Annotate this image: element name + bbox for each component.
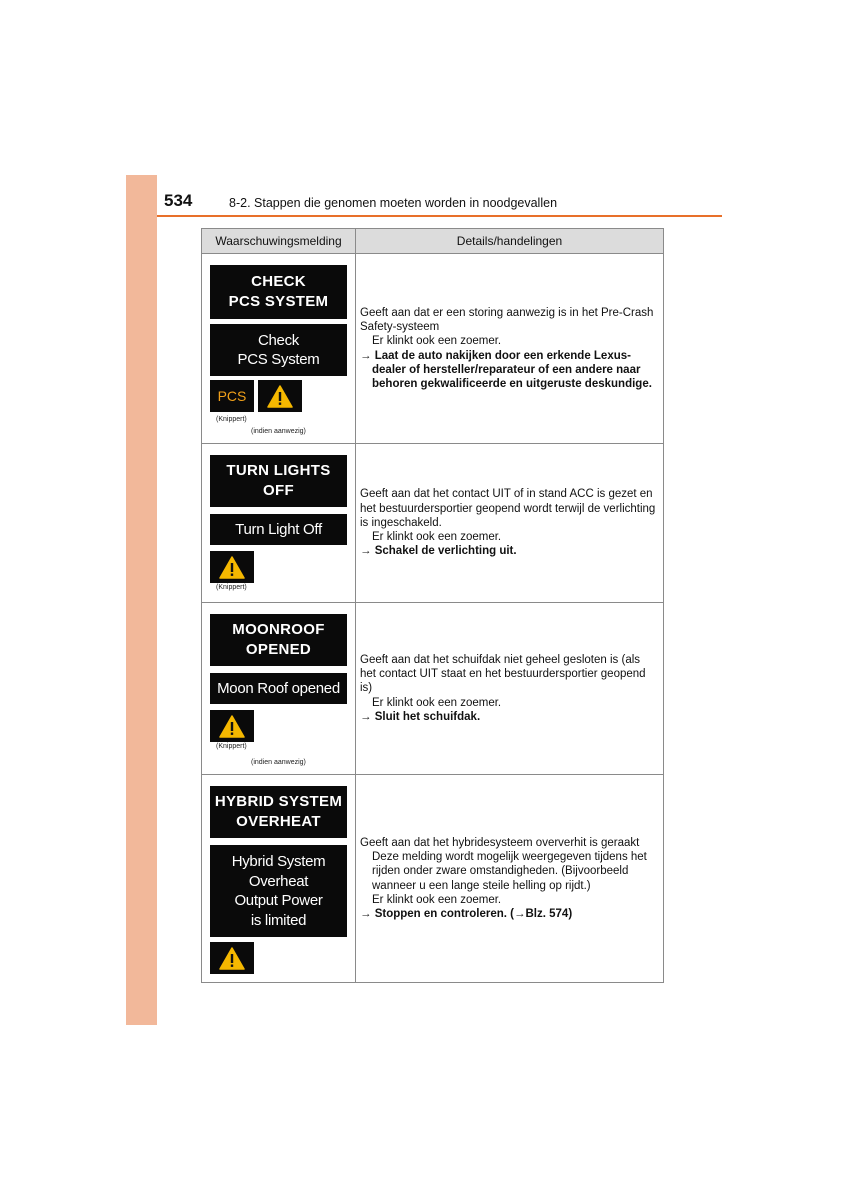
arrow-icon: →	[360, 908, 375, 921]
display-small-check-pcs: Check PCS System	[210, 324, 347, 376]
display-small-moon-roof-opened: Moon Roof opened	[210, 673, 347, 704]
display-large-hybrid-overheat: HYBRID SYSTEM OVERHEAT	[210, 786, 347, 838]
details-cell	[356, 603, 664, 775]
caption-blinks: (Knippert)	[216, 584, 247, 591]
message-cell	[202, 444, 356, 603]
action-text: → Laat de auto nakijken door een erkende Lexus-dealer of hersteller/reparateur of een andere naar behoren gekwalificeerde en uitgeruste deskundige.	[360, 349, 652, 391]
details-cell	[356, 775, 664, 983]
buzzer-note: Er klinkt ook een zoemer.	[372, 335, 502, 348]
warning-triangle-icon	[210, 942, 254, 974]
action-text: → Schakel de verlichting uit.	[360, 545, 517, 558]
warning-table	[201, 228, 664, 983]
display-large-turn-lights-off: TURN LIGHTS OFF	[210, 455, 347, 507]
detail-text: Geeft aan dat het hybridesysteem oververhit is geraakt	[360, 836, 640, 849]
display-large-check-pcs: CHECK PCS SYSTEM	[210, 265, 347, 319]
message-cell	[202, 254, 356, 444]
warning-triangle-icon	[258, 380, 302, 412]
display-large-moonroof-opened: MOONROOF OPENED	[210, 614, 347, 666]
header-rule	[157, 215, 722, 217]
caption-if-present: (indien aanwezig)	[251, 428, 306, 435]
caption-blinks: (Knippert)	[216, 416, 247, 423]
page-reference[interactable]: Blz. 574)	[525, 908, 573, 921]
caption-blinks: (Knippert)	[216, 743, 247, 750]
display-small-hybrid-overheat: Hybrid System Overheat Output Power is limited	[210, 845, 347, 937]
table-row	[202, 775, 664, 983]
message-cell	[202, 775, 356, 983]
buzzer-note: Er klinkt ook een zoemer.	[372, 696, 502, 709]
detail-text: Geeft aan dat het contact UIT of in stand ACC is gezet en het bestuurdersportier geopend wordt terwijl de verlichting is ingeschakeld.	[360, 488, 656, 529]
column-header-details: Details/handelingen	[356, 229, 664, 254]
warning-triangle-icon	[210, 551, 254, 583]
table-header-row	[202, 229, 664, 254]
arrow-icon: →	[360, 349, 375, 362]
details-cell	[356, 254, 664, 444]
section-title: 8-2. Stappen die genomen moeten worden in noodgevallen	[229, 196, 558, 210]
column-header-message: Waarschuwingsmelding	[202, 229, 356, 254]
condition-note: Deze melding wordt mogelijk weergegeven tijdens het rijden onder zware omstandigheden. (Bijvoorbeeld wanneer u een lange steile helling op rijdt.)	[372, 850, 647, 892]
details-cell	[356, 444, 664, 603]
detail-text: Geeft aan dat er een storing aanwezig is in het Pre-Crash Safety-systeem	[360, 306, 654, 333]
buzzer-note: Er klinkt ook een zoemer.	[372, 893, 502, 906]
side-tab	[126, 175, 157, 1025]
arrow-icon: →	[360, 710, 375, 723]
caption-if-present: (indien aanwezig)	[251, 759, 306, 766]
action-text: → Sluit het schuifdak.	[360, 710, 481, 723]
arrow-icon: →	[360, 545, 375, 558]
page-number: 534	[164, 191, 193, 210]
table-row	[202, 603, 664, 775]
detail-text: Geeft aan dat het schuifdak niet geheel gesloten is (als het contact UIT staat en het bestuurdersportier geopend is)	[360, 653, 646, 695]
pcs-indicator-icon: PCS	[210, 380, 254, 412]
table-row	[202, 254, 664, 444]
buzzer-note: Er klinkt ook een zoemer.	[372, 531, 502, 544]
display-small-turn-light-off: Turn Light Off	[210, 514, 347, 545]
warning-triangle-icon	[210, 710, 254, 742]
arrow-icon: →	[514, 908, 526, 921]
action-text: → Stoppen en controleren. (→Blz. 574)	[360, 908, 573, 921]
message-cell	[202, 603, 356, 775]
table-row	[202, 444, 664, 603]
